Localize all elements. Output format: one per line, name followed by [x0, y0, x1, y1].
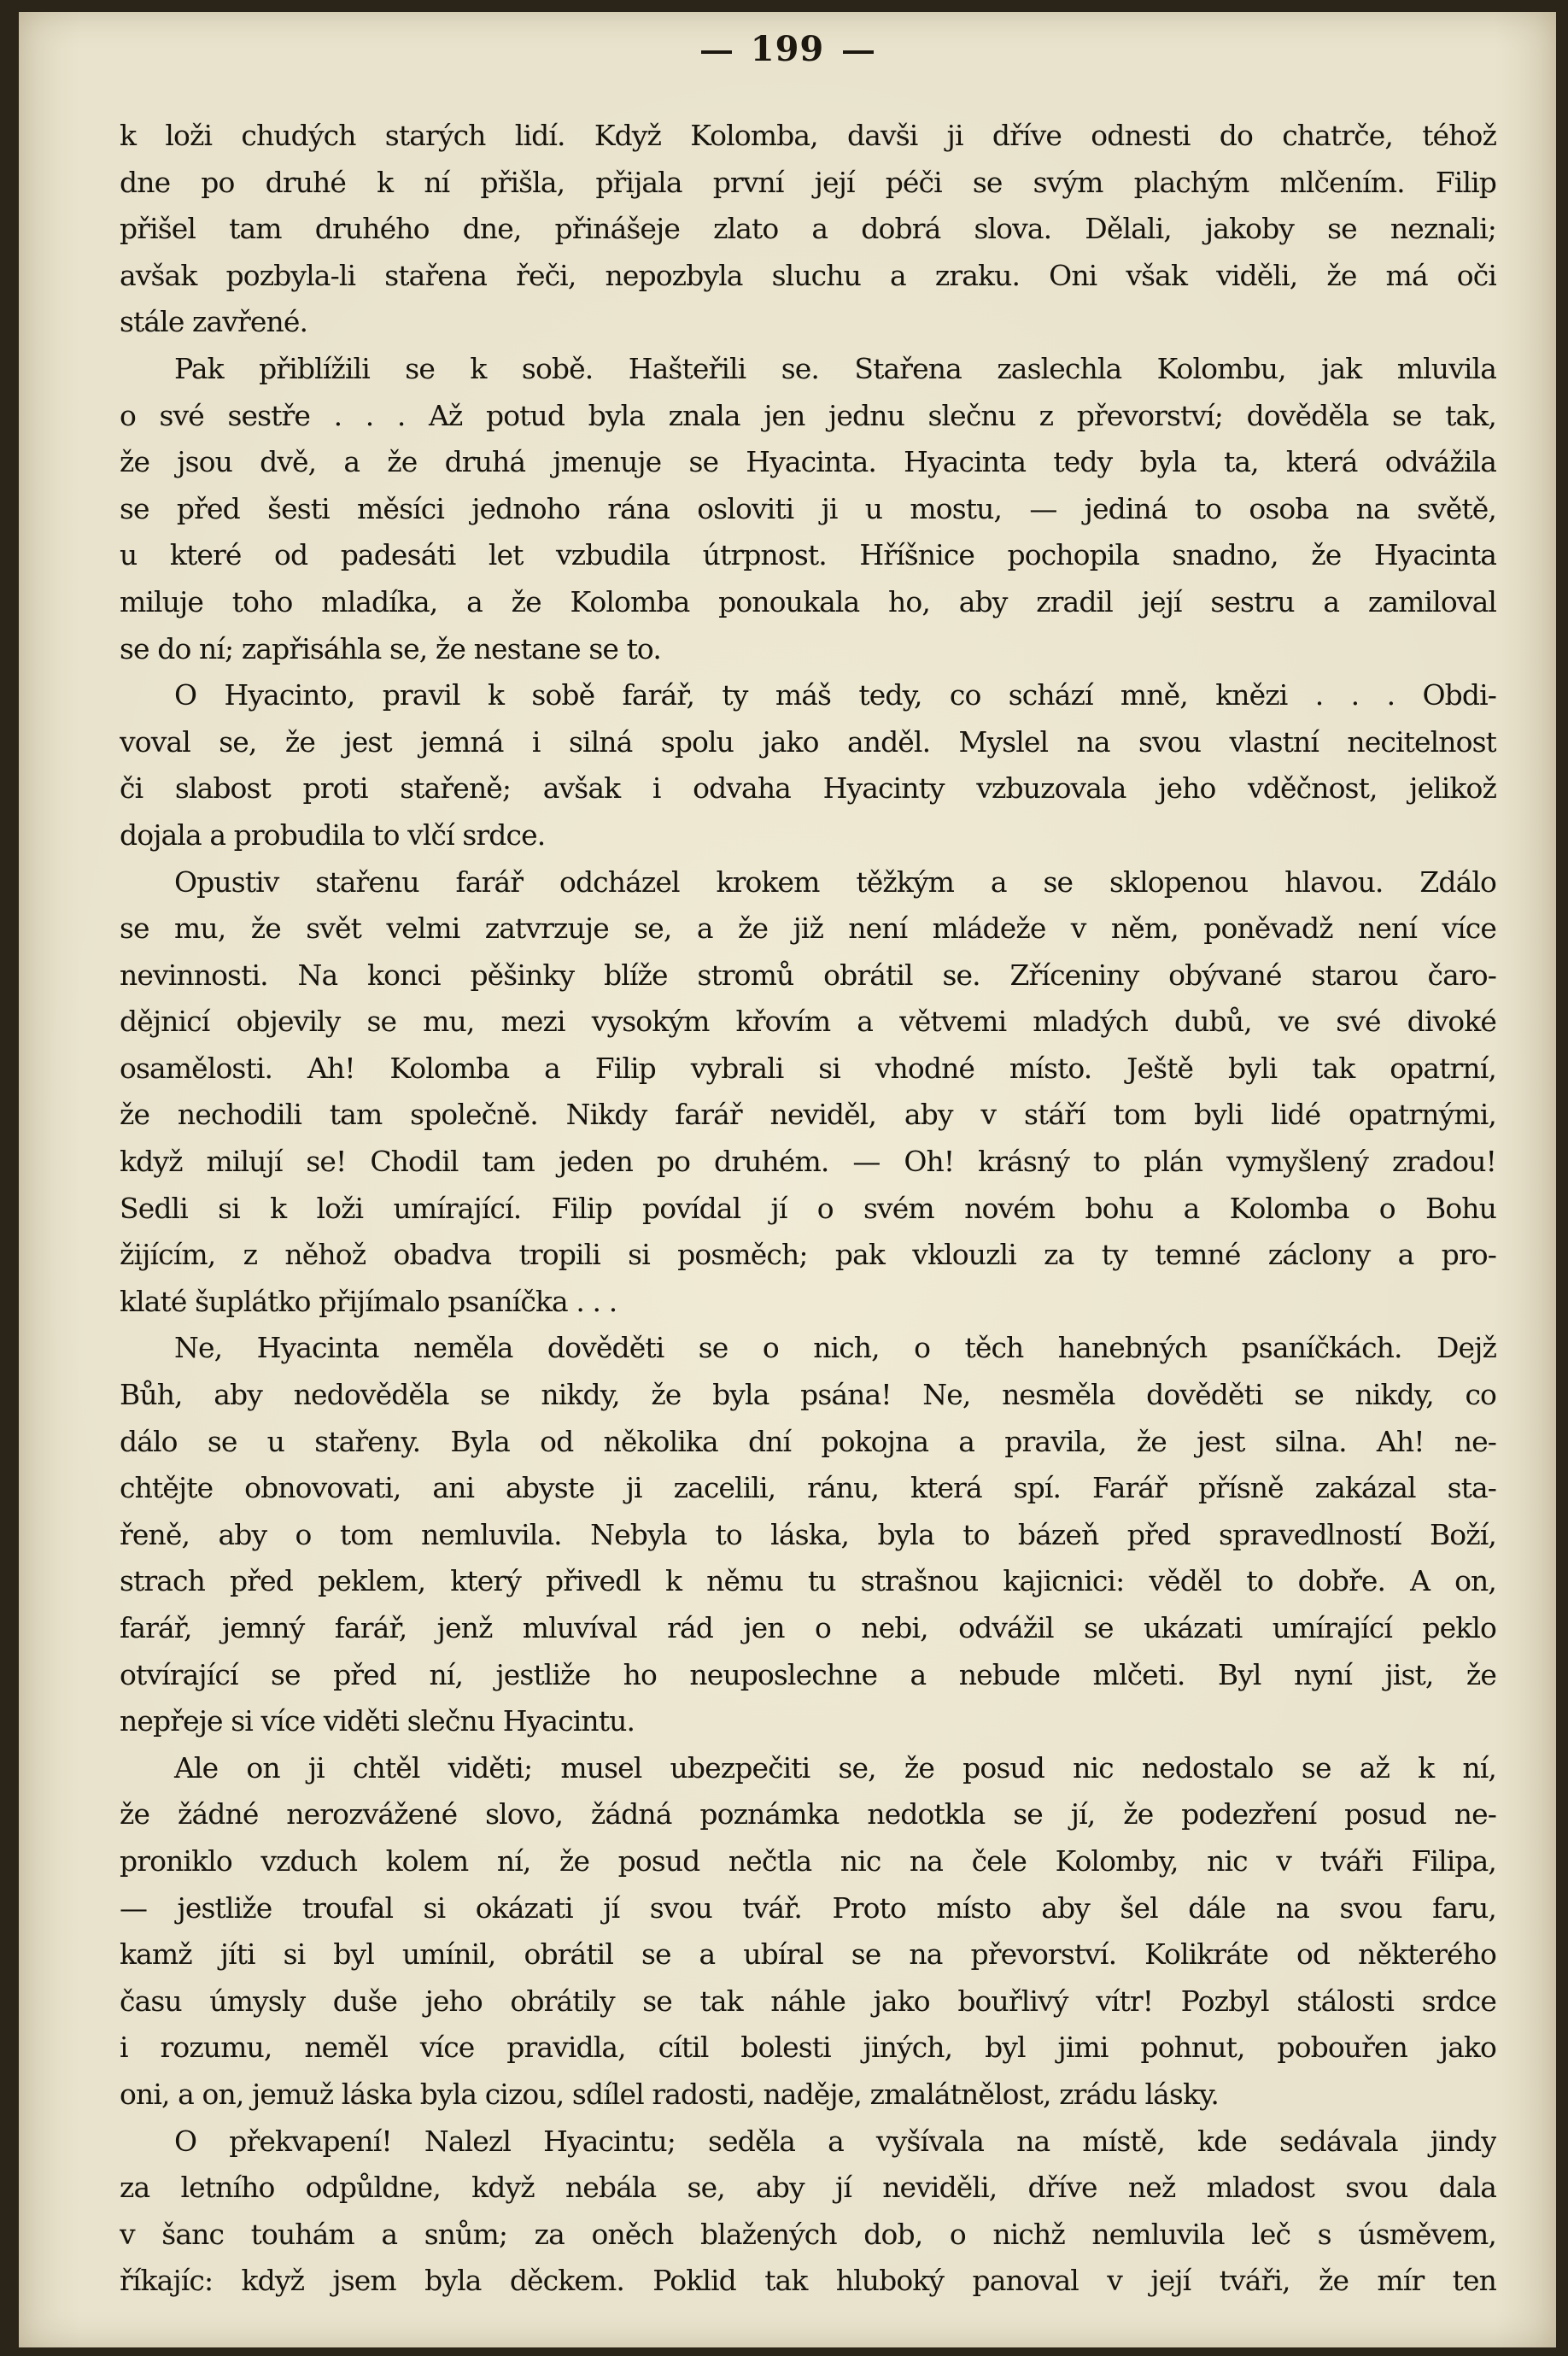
body-text: [120, 113, 1496, 2305]
header-dash-left: [701, 50, 732, 54]
text-line: v šanc touhám a snům; za oněch blažených dob, o nichž nemluvila leč s úsměvem,: [120, 2217, 1496, 2251]
text-line: za letního odpůldne, když nebála se, aby jí neviděli, dříve než mladost svou dala: [120, 2171, 1496, 2205]
text-line: Pak přiblížili se k sobě. Hašteřili se. Stařena zaslechla Kolombu, jak mluvila: [174, 351, 1496, 385]
text-line: že žádné nerozvážené slovo, žádná poznámka nedotkla se jí, že podezření posud ne-: [120, 1797, 1496, 1831]
text-line: osamělosti. Ah! Kolomba a Filip vybrali si vhodné místo. Ještě byli tak opatrní,: [120, 1051, 1496, 1085]
text-line: dálo se u stařeny. Byla od několika dní pokojna a pravila, že jest silna. Ah! ne-: [120, 1424, 1496, 1458]
text-line: že nechodili tam společně. Nikdy farář neviděl, aby v stáří tom byli lidé opatrnými,: [120, 1098, 1496, 1132]
text-line: voval se, že jest jemná i silná spolu jako anděl. Myslel na svou vlastní necitelnost: [120, 724, 1496, 759]
text-line: nevinnosti. Na konci pěšinky blíže stromů obrátil se. Zříceniny obývané starou čaro-: [120, 958, 1496, 992]
text-line: dne po druhé k ní přišla, přijala první její péči se svým plachým mlčením. Filip: [120, 165, 1496, 199]
text-line: se mu, že svět velmi zatvrzuje se, a že již není mládeže v něm, poněvadž není více: [120, 911, 1496, 946]
text-line: strach před peklem, který přivedl k němu tu strašnou kajicnici: věděl to dobře. A on,: [120, 1564, 1496, 1598]
text-line: že jsou dvě, a že druhá jmenuje se Hyacinta. Hyacinta tedy byla ta, která odvážila: [120, 445, 1496, 479]
text-line: Sedli si k loži umírající. Filip povídal jí o svém novém bohu a Kolomba o Bohu: [120, 1191, 1496, 1225]
text-line: času úmysly duše jeho obrátily se tak náhle jako bouřlivý vítr! Pozbyl stálosti srdce: [120, 1984, 1496, 2018]
text-line: když milují se! Chodil tam jeden po druhém. — Oh! krásný to plán vymyšlený zradou!: [120, 1145, 1496, 1179]
text-line: či slabost proti stařeně; avšak i odvaha Hyacinty vzbuzovala jeho vděčnost, jelikož: [120, 771, 1496, 806]
text-line: i rozumu, neměl více pravidla, cítil bolesti jiných, byl jimi pohnut, pobouřen jako: [120, 2031, 1496, 2065]
text-line: O překvapení! Nalezl Hyacintu; seděla a vyšívala na místě, kde sedávala jindy: [174, 2124, 1496, 2158]
text-line: k loži chudých starých lidí. Když Kolomba, davši ji dříve odnesti do chatrče, téhož: [120, 119, 1496, 152]
text-line: stále zavřené.: [120, 305, 308, 339]
text-line: kamž jíti si byl umínil, obrátil se a ubíral se na převorství. Kolikráte od některého: [120, 1937, 1496, 1972]
page-number: 199: [750, 29, 825, 69]
text-line: avšak pozbyla-li stařena řeči, nepozbyla sluchu a zraku. Oni však viděli, že má oči: [120, 258, 1496, 292]
text-line: Bůh, aby nedověděla se nikdy, že byla psána! Ne, nesměla dověděti se nikdy, co: [120, 1378, 1496, 1412]
text-line: farář, jemný farář, jenž mluvíval rád jen o nebi, odvážil se ukázati umírající peklo: [120, 1611, 1496, 1644]
text-line: řeně, aby o tom nemluvila. Nebyla to láska, byla to bázeň před spravedlností Boží,: [120, 1517, 1496, 1551]
text-line: miluje toho mladíka, a že Kolomba ponoukala ho, aby zradil její sestru a zamiloval: [120, 584, 1496, 618]
text-line: u které od padesáti let vzbudila útrpnost. Hříšnice pochopila snadno, že Hyacinta: [120, 538, 1496, 572]
text-line: Opustiv stařenu farář odcházel krokem těžkým a se sklopenou hlavou. Zdálo: [174, 864, 1496, 899]
header-dash-right: [843, 50, 874, 54]
text-line: proniklo vzduch kolem ní, že posud nečtla nic na čele Kolomby, nic v tváři Filipa,: [120, 1843, 1496, 1878]
text-line: Ne, Hyacinta neměla dověděti se o nich, o těch hanebných psaníčkách. Dejž: [174, 1331, 1496, 1365]
text-line: o své sestře . . . Až potud byla znala jen jednu slečnu z převorství; dověděla se tak,: [120, 398, 1496, 432]
text-line: chtějte obnovovati, ani abyste ji zacelili, ránu, která spí. Farář přísně zakázal sta-: [120, 1471, 1496, 1505]
text-line: nepřeje si více viděti slečnu Hyacintu.: [120, 1704, 635, 1738]
text-line: se před šesti měsíci jednoho rána osloviti ji u mostu, — jediná to osoba na světě,: [120, 491, 1496, 525]
book-page: [19, 12, 1556, 2347]
text-line: O Hyacinto, pravil k sobě farář, ty máš tedy, co schází mně, knězi . . . Obdi-: [174, 678, 1496, 712]
text-line: dojala a probudila to vlčí srdce.: [120, 818, 546, 852]
page-header: [19, 29, 1556, 69]
text-line: oni, a on, jemuž láska byla cizou, sdílel radosti, naděje, zmalátnělost, zrádu lásky.: [120, 2077, 1220, 2111]
text-line: žijícím, z něhož obadva tropili si posměch; pak vklouzli za ty temné záclony a pro-: [120, 1238, 1496, 1272]
text-line: klaté šuplátko přijímalo psaníčka . . .: [120, 1284, 617, 1318]
text-line: dějnicí objevily se mu, mezi vysokým křovím a větvemi mladých dubů, ve své divoké: [120, 1005, 1496, 1039]
text-line: se do ní; zapřisáhla se, že nestane se to.: [120, 631, 661, 665]
text-line: — jestliže troufal si okázati jí svou tvář. Proto místo aby šel dále na svou faru,: [120, 1890, 1496, 1925]
text-line: říkajíc: když jsem byla děckem. Poklid tak hluboký panoval v její tváři, že mír ten: [120, 2264, 1496, 2298]
text-line: otvírající se před ní, jestliže ho neuposlechne a nebude mlčeti. Byl nyní jist, že: [120, 1657, 1496, 1691]
text-line: přišel tam druhého dne, přinášeje zlato a dobrá slova. Dělali, jakoby se neznali;: [120, 212, 1496, 246]
text-line: Ale on ji chtěl viděti; musel ubezpečiti se, že posud nic nedostalo se až k ní,: [174, 1750, 1496, 1785]
